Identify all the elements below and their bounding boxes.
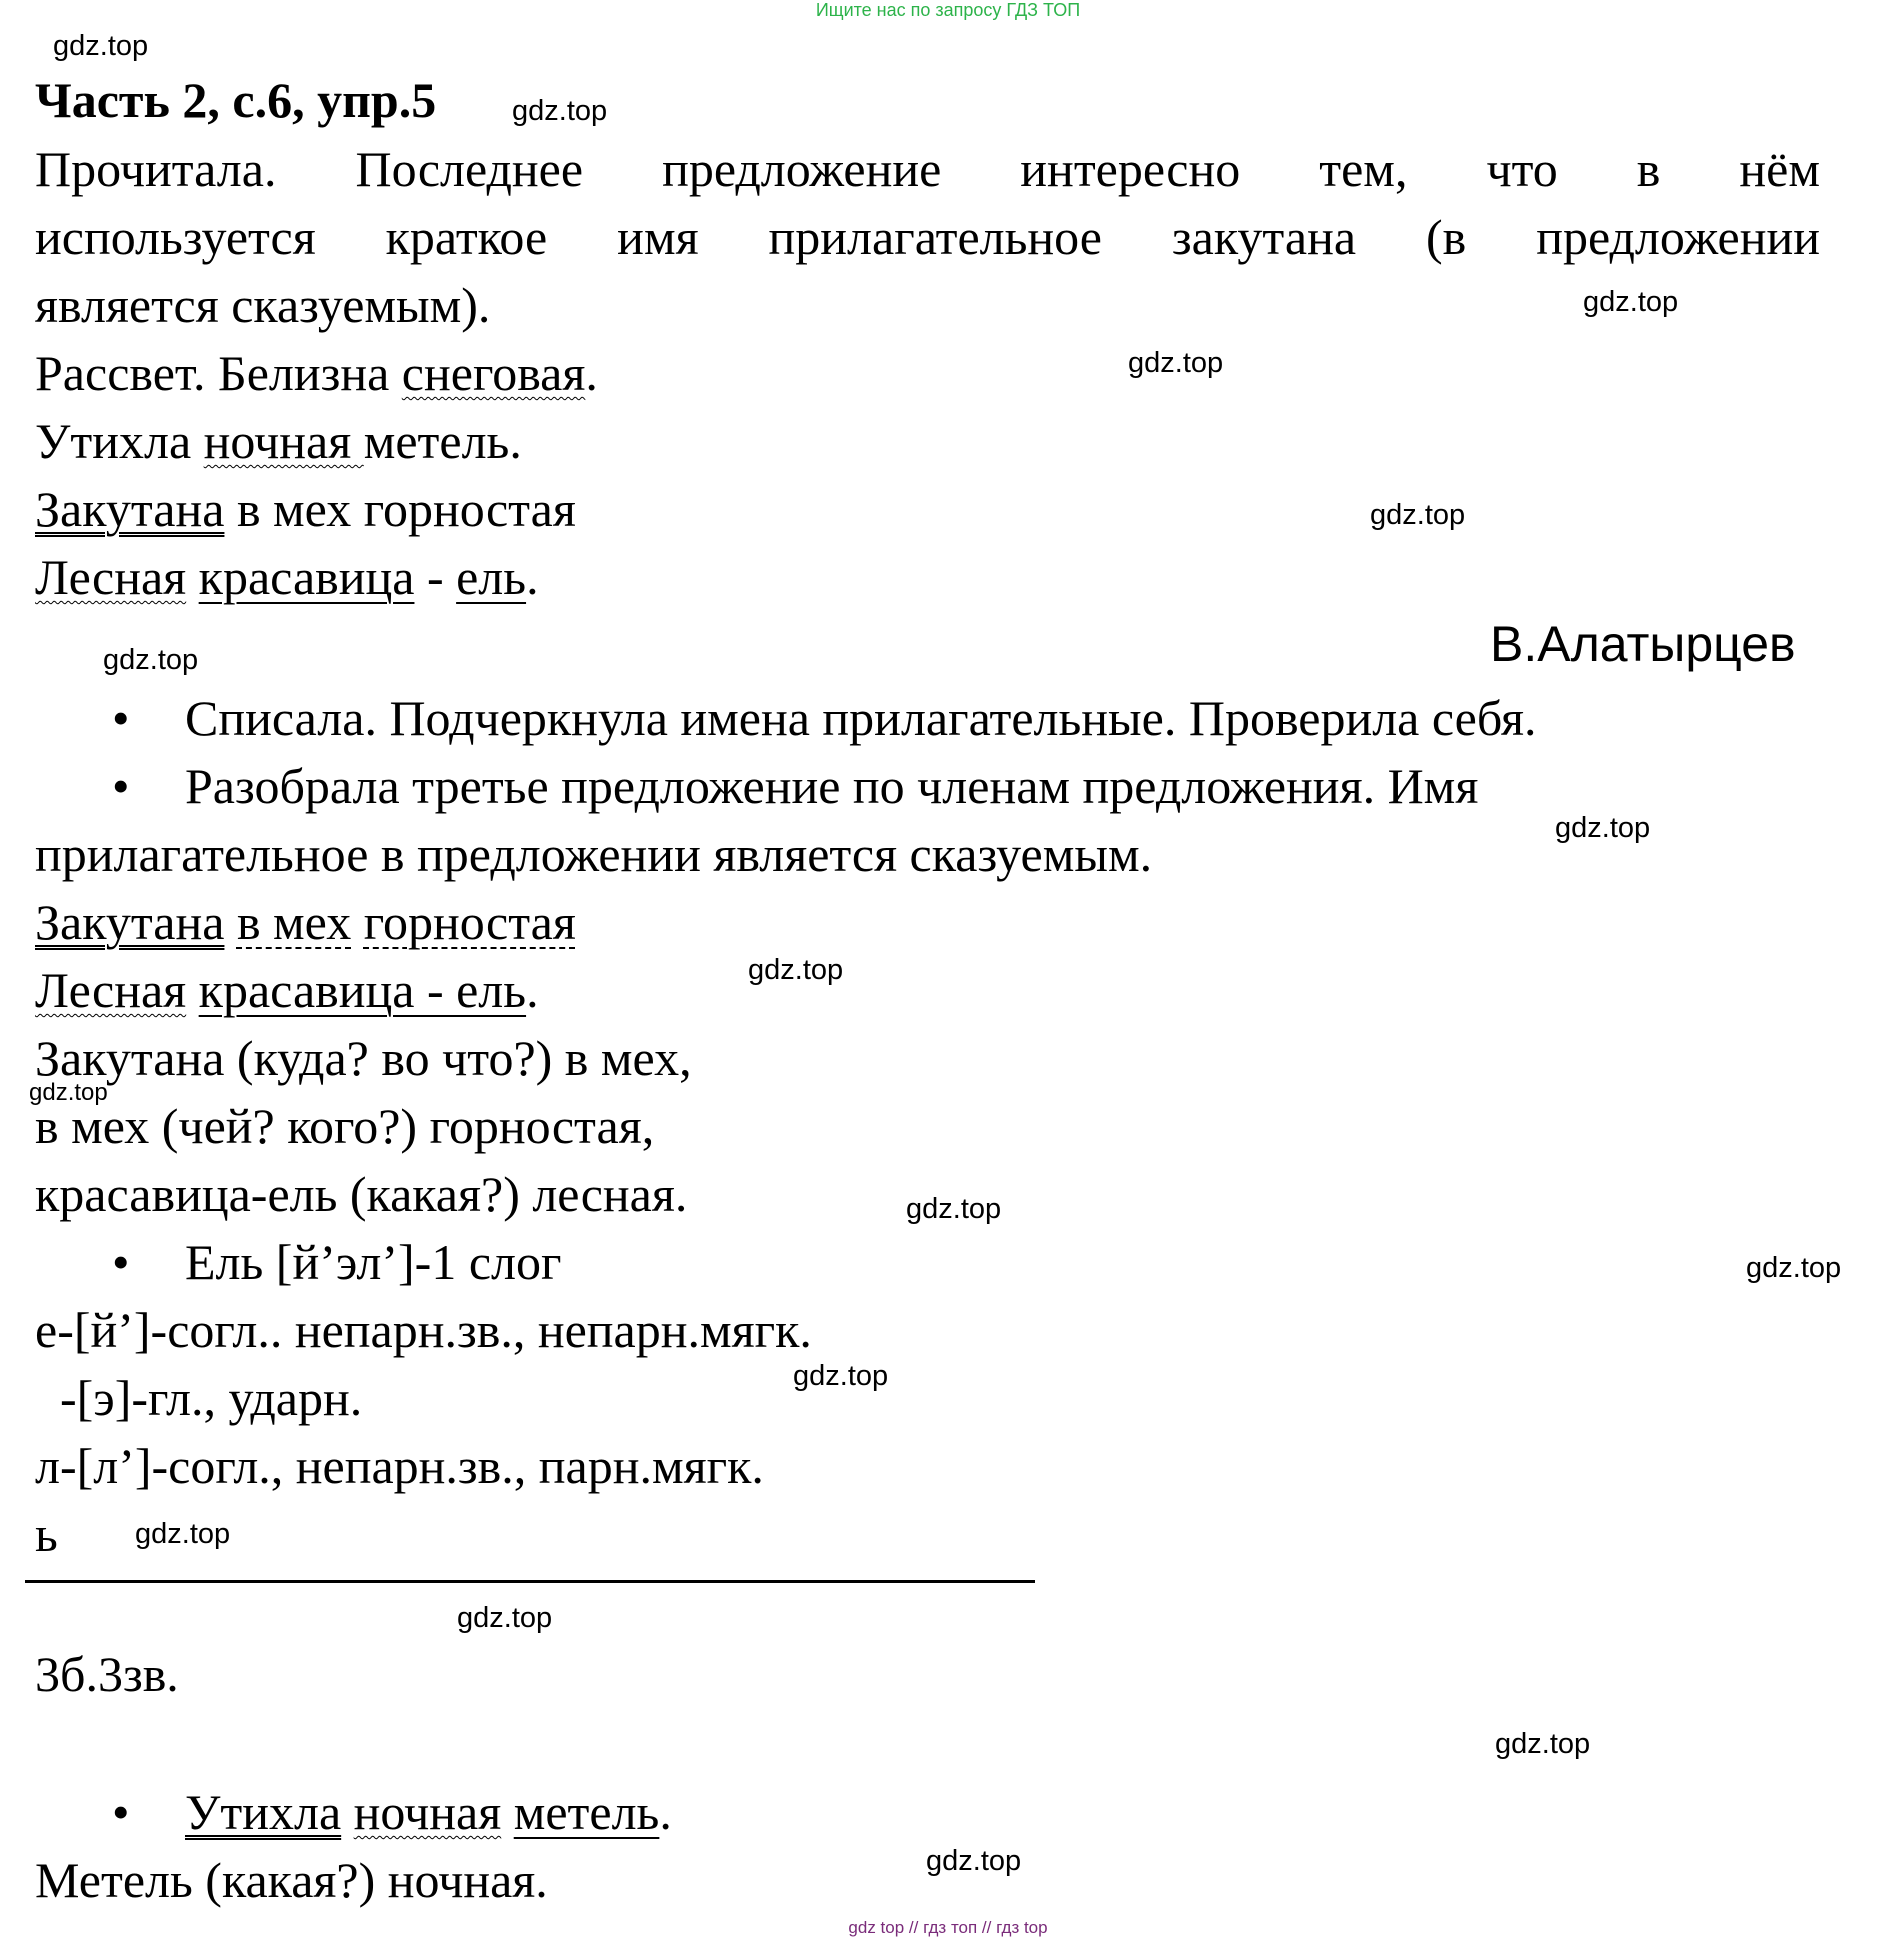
bullet-icon: •: [112, 1784, 130, 1840]
intro-line-2: используется краткое имя прилагательное закутана (в предложении: [35, 209, 1820, 265]
watermark: gdz.top: [1555, 812, 1651, 844]
poem-author: В.Алатырцев: [1490, 616, 1796, 672]
watermark: gdz.top: [1746, 1252, 1842, 1284]
watermark: gdz.top: [793, 1360, 889, 1392]
page-title: Часть 2, с.6, упр.5: [35, 72, 437, 128]
intro-paragraph: [35, 135, 1820, 339]
watermark: gdz.top: [103, 644, 199, 676]
watermark: gdz.top: [748, 954, 844, 986]
question-2: в мех (чей? кого?) горностая,: [35, 1098, 655, 1154]
watermark: gdz.top: [457, 1602, 553, 1634]
watermark: gdz.top: [53, 30, 149, 62]
bullet-icon: •: [112, 758, 130, 814]
watermark: gdz.top: [1128, 347, 1224, 379]
bullet-text-1: Списала. Подчеркнула имена прилагательные. Проверила себя.: [185, 690, 1537, 746]
bullet-text-4: Утихла ночная метель.: [185, 1784, 672, 1840]
question-1: Закутана (куда? во что?) в мех,: [35, 1030, 692, 1086]
analysis-sentence-2: Лесная красавица - ель.: [35, 962, 539, 1018]
poem-line-2: Утихла ночная метель.: [35, 413, 522, 469]
bullet-text-2-cont: прилагательное в предложении является сказуемым.: [35, 826, 1153, 882]
phonetic-line-1: е-[й’]-согл.. непарн.зв., непарн.мягк.: [35, 1302, 812, 1358]
watermark: gdz.top: [29, 1079, 108, 1106]
watermark: gdz.top: [1370, 499, 1466, 531]
watermark: gdz.top: [135, 1518, 231, 1550]
poem-line-4: Лесная красавица - ель.: [35, 549, 539, 605]
bullet-text-2: Разобрала третье предложение по членам предложения. Имя: [185, 758, 1479, 814]
bullet-icon: •: [112, 690, 130, 746]
phonetic-line-4: ь: [35, 1506, 58, 1562]
question-3: красавица-ель (какая?) лесная.: [35, 1166, 688, 1222]
intro-line-3: является сказуемым).: [35, 277, 491, 333]
analysis-sentence-1: Закутана в мех горностая: [35, 894, 576, 950]
phonetic-line-3: л-[л’]-согл., непарн.зв., парн.мягк.: [35, 1438, 764, 1494]
watermark: gdz.top: [512, 95, 608, 127]
poem-line-1: Рассвет. Белизна снеговая.: [35, 345, 598, 401]
final-question: Метель (какая?) ночная.: [35, 1852, 548, 1908]
poem-line-3: Закутана в мех горностая: [35, 481, 576, 537]
watermark: gdz.top: [906, 1193, 1002, 1225]
watermark: gdz.top: [1495, 1728, 1591, 1760]
horizontal-rule: [25, 1580, 1035, 1583]
bullet-icon: •: [112, 1234, 130, 1290]
phonetic-summary: 3б.3зв.: [35, 1646, 179, 1702]
search-banner[interactable]: Ищите нас по запросу ГДЗ ТОП: [815, 0, 1081, 20]
intro-line-1: Прочитала. Последнее предложение интересно тем, что в нём: [35, 141, 1820, 197]
footer-links[interactable]: gdz top // гдз топ // гдз top: [848, 1918, 1048, 1937]
bullet-text-3: Ель [й’эл’]-1 слог: [185, 1234, 562, 1290]
phonetic-line-2: -[э]-гл., ударн.: [35, 1370, 363, 1426]
watermark: gdz.top: [1583, 286, 1679, 318]
watermark: gdz.top: [926, 1845, 1022, 1877]
